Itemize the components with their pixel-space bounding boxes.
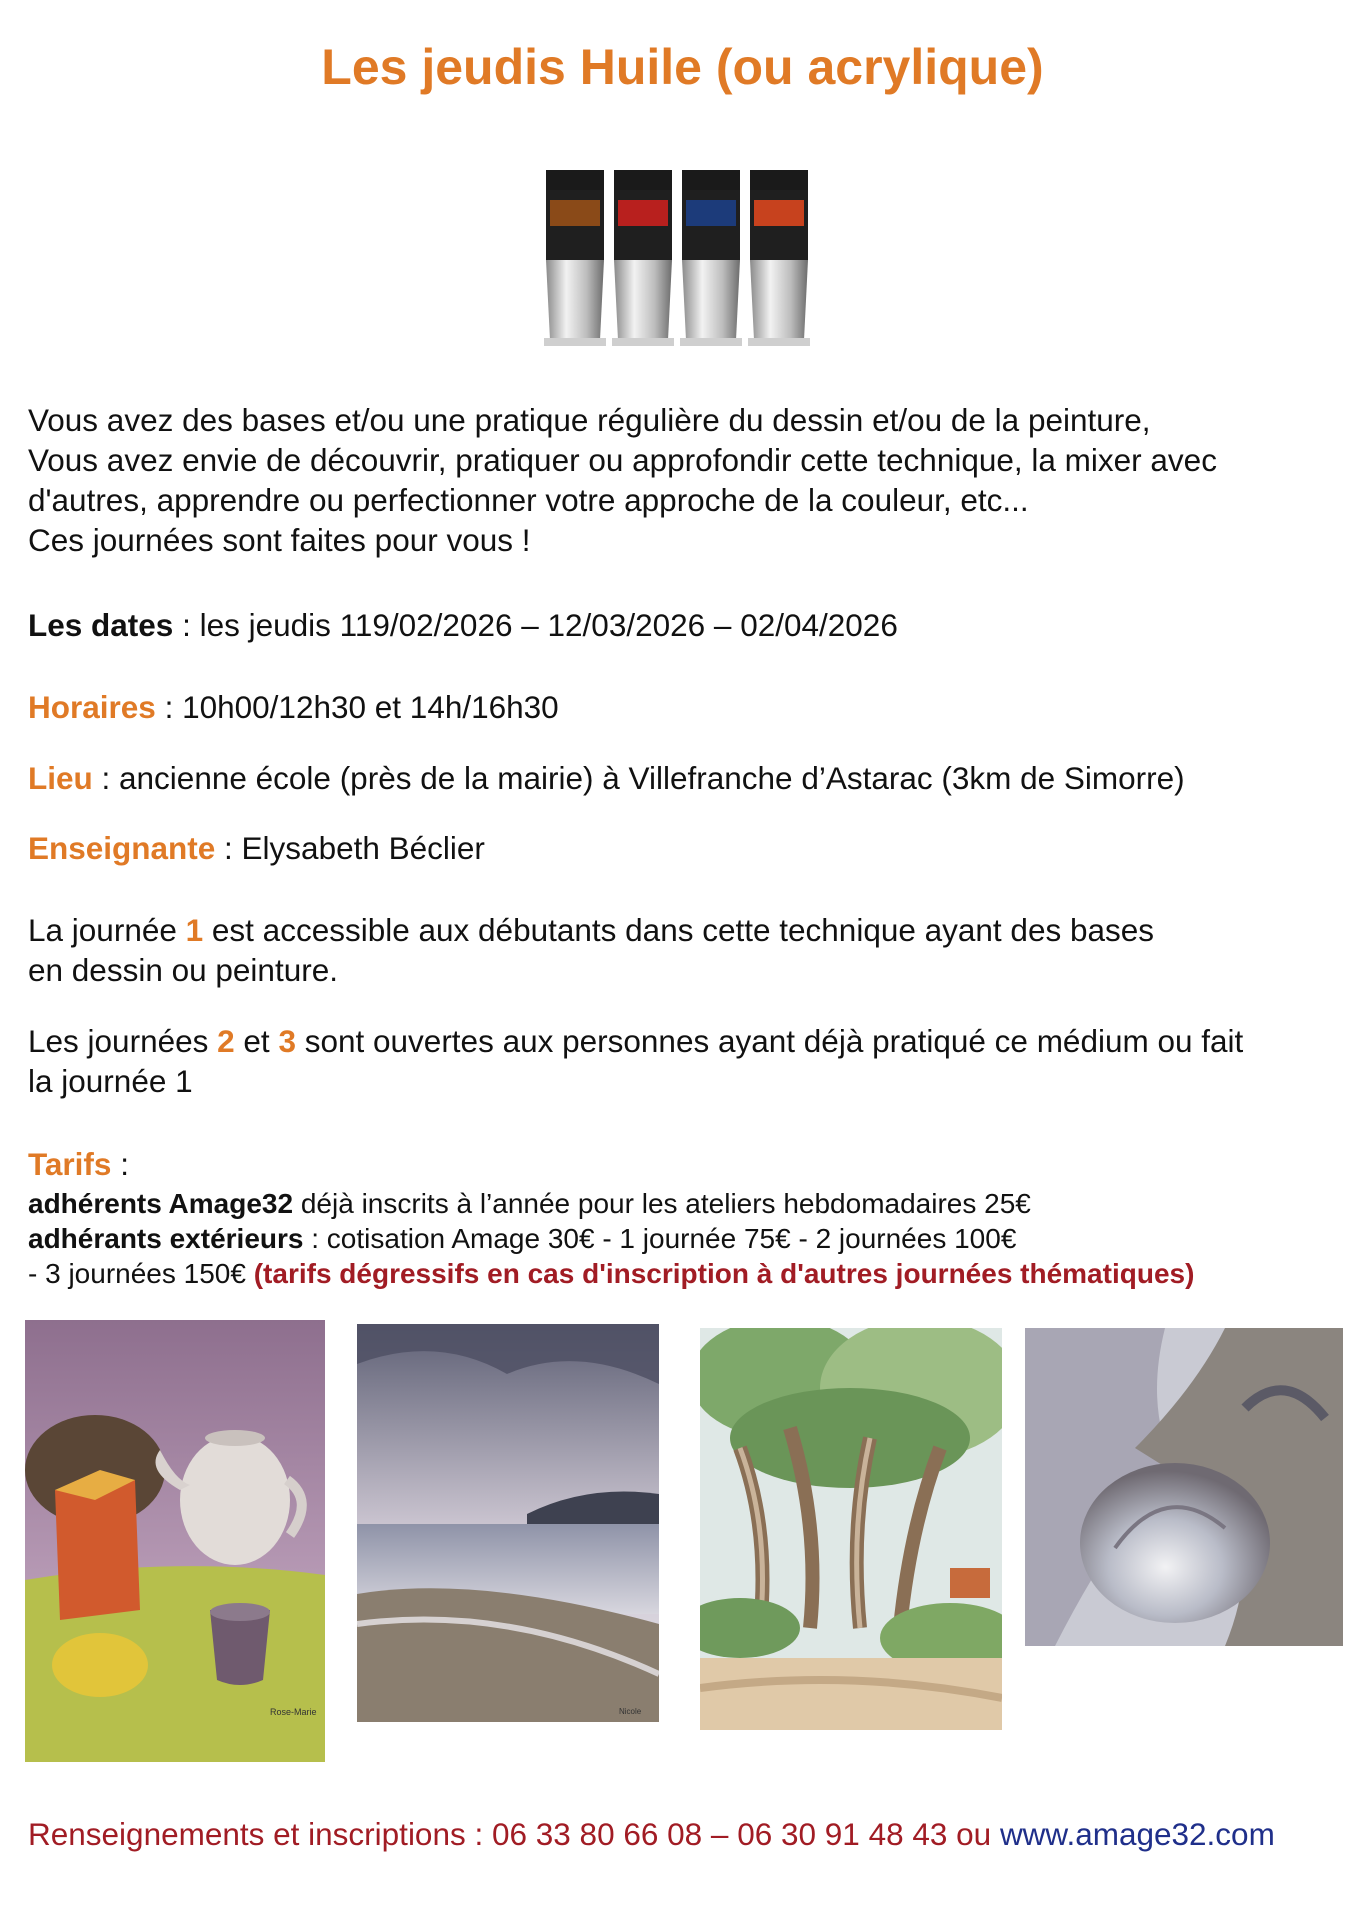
dates-line bbox=[28, 605, 1348, 645]
journees23-text: sont ouvertes aux personnes ayant déjà pratiqué ce médium ou fait bbox=[295, 1023, 1244, 1059]
journee-number: 3 bbox=[278, 1023, 296, 1059]
journees23-text: Les journées bbox=[28, 1023, 218, 1059]
painting-figure bbox=[1025, 1328, 1343, 1646]
lieu-value: : ancienne école (près de la mairie) à Villefranche d’Astarac (3km de Simorre) bbox=[92, 760, 1185, 796]
tarif-line3: - 3 journées 150€ bbox=[28, 1258, 254, 1289]
journee1-text: La journée bbox=[28, 912, 186, 948]
intro-line: Vous avez envie de découvrir, pratiquer ou approfondir cette technique, la mixer avec bbox=[28, 442, 1217, 478]
enseignante-label: Enseignante bbox=[28, 830, 216, 866]
painting-signature: Rose-Marie bbox=[270, 1707, 317, 1717]
paint-tubes-image bbox=[540, 170, 810, 360]
journees23-paragraph bbox=[28, 1021, 1348, 1101]
website-link[interactable]: www.amage32.com bbox=[999, 1816, 1275, 1852]
adherents-text: déjà inscrits à l’année pour les ateliers hebdomadaires 25€ bbox=[293, 1188, 1031, 1219]
journee-number: 1 bbox=[185, 912, 204, 948]
contact-footer bbox=[28, 1816, 1275, 1853]
tarif-note: (tarifs dégressifs en cas d'inscription à d'autres journées thématiques) bbox=[253, 1258, 1195, 1289]
exterieurs-label: adhérants extérieurs bbox=[28, 1223, 304, 1254]
journee1-text: en dessin ou peinture. bbox=[28, 952, 338, 988]
dates-value: : les jeudis 119/02/2026 – 12/03/2026 – 02/04/2026 bbox=[173, 607, 898, 643]
tarifs-heading bbox=[28, 1144, 1348, 1184]
journee1-text: est accessible aux débutants dans cette technique ayant des bases bbox=[203, 912, 1155, 948]
enseignante-value: : Elysabeth Béclier bbox=[215, 830, 485, 866]
horaires-value: : 10h00/12h30 et 14h/16h30 bbox=[155, 689, 559, 725]
lieu-label: Lieu bbox=[28, 760, 93, 796]
horaires-label: Horaires bbox=[28, 689, 156, 725]
dates-label: Les dates bbox=[28, 607, 174, 643]
tarifs-label: Tarifs bbox=[28, 1146, 112, 1182]
painting-still-life bbox=[25, 1320, 325, 1762]
enseignante-line bbox=[28, 828, 1348, 868]
lieu-line bbox=[28, 758, 1348, 798]
page-title: Les jeudis Huile (ou acrylique) bbox=[321, 39, 1044, 95]
tarifs-details bbox=[28, 1186, 1348, 1291]
journees23-text: et bbox=[234, 1023, 279, 1059]
intro-line: Ces journées sont faites pour vous ! bbox=[28, 522, 531, 558]
exterieurs-text: : cotisation Amage 30€ - 1 journée 75€ - 2 journées 100€ bbox=[303, 1223, 1017, 1254]
contact-text: Renseignements et inscriptions : 06 33 80 66 08 – 06 30 91 48 43 ou bbox=[28, 1816, 1000, 1852]
painting-trees bbox=[700, 1328, 1002, 1730]
adherents-label: adhérents Amage32 bbox=[28, 1188, 294, 1219]
horaires-line bbox=[28, 687, 1348, 727]
painting-signature: Nicole bbox=[619, 1707, 642, 1716]
journee1-paragraph bbox=[28, 910, 1348, 990]
tarifs-colon: : bbox=[111, 1146, 129, 1182]
painting-seascape bbox=[357, 1324, 659, 1722]
intro-line: d'autres, apprendre ou perfectionner votre approche de la couleur, etc... bbox=[28, 482, 1029, 518]
journee-number: 2 bbox=[217, 1023, 235, 1059]
intro-paragraph bbox=[28, 400, 1348, 560]
journees23-text: la journée 1 bbox=[28, 1063, 193, 1099]
intro-line: Vous avez des bases et/ou une pratique régulière du dessin et/ou de la peinture, bbox=[28, 402, 1151, 438]
